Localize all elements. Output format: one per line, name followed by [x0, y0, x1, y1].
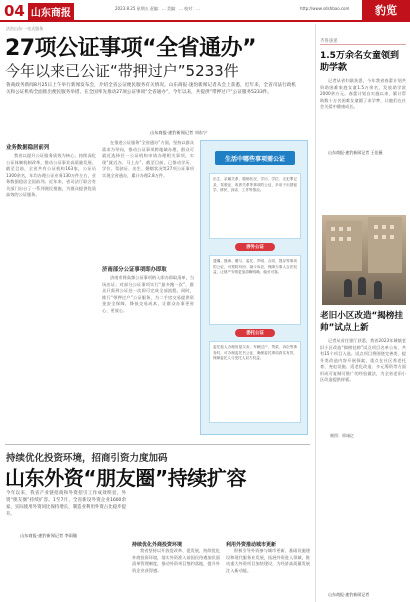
infographic-card: 遗嘱、继承、赠与、委托、声明、合同、提存等事项的公证，可预防纠纷、减少诉讼，保障当事人合法权益，让财产安排更加清晰明确、稳妥可靠。: [209, 255, 301, 325]
feature-byline: 山东商报·速豹新闻记者 李雨璇: [20, 533, 78, 538]
masthead: [4, 2, 74, 20]
feature-subhead: 利用外资推动城市更新: [226, 542, 277, 548]
brief-body-2: [320, 338, 406, 588]
page-number: 04: [4, 2, 25, 20]
issue-info: 2023.8.25 星期五 责编：... 美编：... 校对：...: [115, 6, 200, 11]
notary-infographic: [200, 140, 308, 435]
renovation-photo: [322, 215, 406, 305]
brief-byline-1: 山东商报·速豹新闻记者 王佳薇: [328, 150, 383, 155]
feature-column-2: [226, 548, 310, 600]
paragraph: 积极引导外资参与城市更新、基础设施建设和现代服务业发展，拓展外资进入领域，推动重大外资项目加快建设，为经济高质量发展注入新动能。: [226, 548, 310, 573]
brief-body-1: [320, 78, 406, 148]
feature-subhead: 持续优化外商投资环境: [132, 542, 183, 548]
paragraph: 记者从省住建厅获悉，我省2023年城镇老旧小区改造“揭榜挂帅”试点项目名单公布，共有15个项目入选。试点项目将围绕完善类、提升类改造内容开展探索，重点在社区养老托育、充电设施、适老化改造、多元筹资等方面形成可复制可推广的经验做法，为全省老旧小区改造提供样板。: [320, 338, 406, 382]
section-tag: 豹览: [362, 0, 410, 20]
infographic-credit: 制图：邢诚亿: [330, 433, 354, 438]
paragraph: 我省坚持以开放促改革、促发展，持续优化外商投资环境，落实外资准入前国民待遇加负面清单管理制度，推动外资项目签约落地，提升外资企业获得感。: [132, 548, 220, 573]
page-header: [0, 0, 410, 20]
paragraph: 在推进公证服务“全省通办”方面，坚持以群众需求为导向，推动公证事项跨地域办理，群众可就近选择任一公证机构申请办理相关事项，实现“就近办、马上办”。截至目前，已推动学历、学位、驾驶证、出生、婚姻状况等27项公证事项实现全省通办，累计办理2.8万件。: [102, 140, 194, 178]
main-headline[interactable]: 27项公证事项“全省通办”: [5, 36, 257, 61]
right-section-label: 齐鲁速递: [320, 39, 338, 44]
newspaper-brand: 山东商报: [28, 3, 74, 20]
section-title: 业务数据稳居前列: [6, 145, 50, 151]
brief-headline-1[interactable]: 1.5万余名女童领到助学款: [320, 51, 399, 73]
main-kicker: 法治山东·一站式服务: [6, 26, 44, 31]
main-byline: 山东商报·速豹新闻记者 刘东宁: [150, 130, 208, 135]
infographic-badge: 委托公证: [235, 329, 275, 337]
body-column-3: [102, 262, 194, 440]
body-column-1: [6, 140, 96, 440]
brief-headline-2[interactable]: 老旧小区改造“揭榜挂帅”试点上新: [320, 311, 403, 333]
feature-column-1: [132, 548, 220, 600]
brief-byline-2: 山东商报·速豹新闻记者: [328, 592, 370, 597]
section-divider: [5, 444, 310, 445]
feature-headline[interactable]: 山东外资“朋友圈”持续扩容: [5, 466, 247, 490]
section-title: 济南部分公证事项即办即取: [102, 267, 167, 273]
infographic-title: 生活中哪些事项需公证: [215, 151, 295, 165]
paragraph: 济南市将高频公证事项纳入即办即取清单，当场出证；对部分公证事项实行“最多跑一次”，群众只需到公证处一次即可完成全部流程。同时，推行“带押过户”公证服务，为二手房交易提供资金安全保障，降低交易成本，让群众办事更省心、更放心。: [102, 275, 194, 313]
body-column-2: [102, 140, 194, 260]
infographic-card: 出生、亲属关系、婚姻状况、学历、学位、无犯罪记录、驾驶证、收养关系等事项的公证，多用于出国留学、移民、探亲、工作等情况。: [209, 173, 301, 239]
site-url[interactable]: http://www.sdshbao.com: [300, 6, 350, 11]
paragraph: 记者从省妇联获悉，今年我省春蕾计划共资助困难家庭女童1.5万余名，发放助学款2000余万元。春蕾计划自实施以来，累计帮助数十万名困难女童圆了求学梦，让她们在社会关爱中健康成长。: [320, 78, 406, 109]
main-subhead: 今年以来已公证“带押过户”5233件: [5, 62, 239, 80]
infographic-card: 委托他人办理房屋买卖、车辆过户、贷款、诉讼等事务时，可办理委托书公证，确保委托事项真实有效，保障委托人与受托人双方权益。: [209, 341, 301, 423]
main-lead: 鲁商政务新闻8月25日上午举行新闻发布会，介绍全省公证便民服务有关情况。山东商报·速豹新闻记者从会上获悉，近年来，全省司法行政机关和公证机构全面推出便民服务举措，在全国率先推动27项公证事项“全省通办”，今年以来，共提供“带押过户”公证服务5233件。: [6, 83, 296, 96]
paragraph: 我省以提升公证服务质效为核心，持续深化公证体制机制改革，推动公证事业高质量发展。截至目前，全省共有公证机构163家，公证员1300余名，年均办理公证业务130万件左右，业务数据稳居全国前列。近年来，省司法厅联合有关部门出台了一系列便民措施，为群众提供优质高效的公证服务。: [6, 153, 96, 197]
feature-kicker: 持续优化投资环境，招商引资力度加码: [6, 453, 168, 464]
column-divider: [315, 24, 316, 602]
section-rule: [320, 44, 406, 45]
header-rule: [0, 20, 410, 22]
infographic-badge: 涉外公证: [235, 243, 275, 251]
feature-lead: 今年以来，我省产业链招商和外资招引工作成效明显，外资“朋友圈”持续扩容。1至7月，全省新设外资企业1600余家，实际使用外资同比保持增长，制造业利用外资占比稳步提升。: [6, 491, 126, 517]
